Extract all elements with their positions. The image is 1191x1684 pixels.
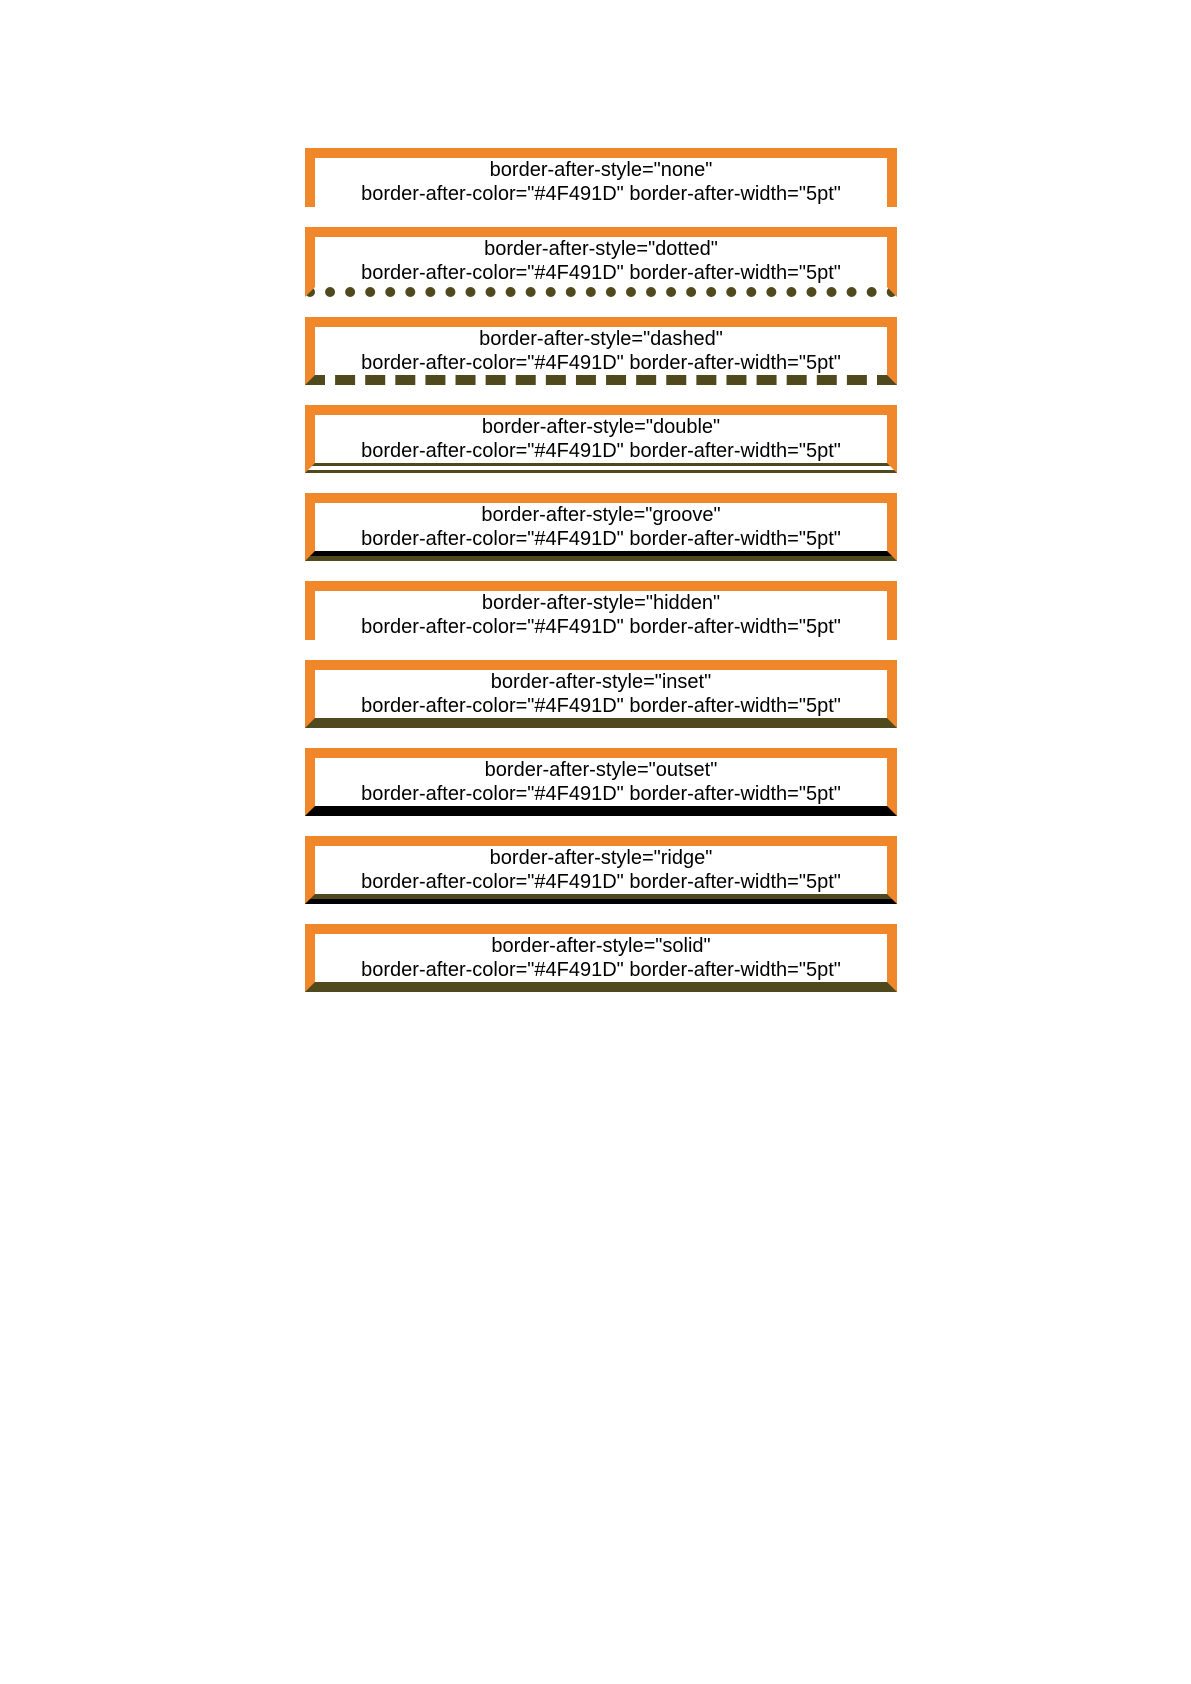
- border-style-label: border-after-style="outset": [484, 759, 718, 781]
- example-box-double: [305, 405, 897, 473]
- border-props-label: border-after-color="#4F491D" border-after-width="5pt": [361, 616, 841, 638]
- example-box-inset: [305, 660, 897, 728]
- example-box-outset: [305, 748, 897, 816]
- border-style-examples: [305, 148, 897, 1012]
- border-props-label: border-after-color="#4F491D" border-after-width="5pt": [361, 959, 841, 981]
- example-box-groove: [305, 493, 897, 561]
- border-style-label: border-after-style="dashed": [479, 328, 723, 350]
- border-style-label: border-after-style="inset": [490, 671, 712, 693]
- border-props-label: border-after-color="#4F491D" border-after-width="5pt": [361, 352, 841, 374]
- border-style-label: border-after-style="groove": [481, 504, 721, 526]
- border-props-label: border-after-color="#4F491D" border-after-width="5pt": [361, 695, 841, 717]
- border-style-label: border-after-style="hidden": [481, 592, 721, 614]
- border-style-label: border-after-style="none": [489, 159, 713, 181]
- example-box-solid: [305, 924, 897, 992]
- example-box-none: [305, 148, 897, 207]
- example-box-dashed: [305, 317, 897, 385]
- border-style-label: border-after-style="ridge": [489, 847, 713, 869]
- border-props-label: border-after-color="#4F491D" border-after-width="5pt": [361, 183, 841, 205]
- example-box-dotted: [305, 227, 897, 297]
- example-box-ridge: [305, 836, 897, 904]
- border-props-label: border-after-color="#4F491D" border-after-width="5pt": [361, 262, 841, 284]
- border-style-label: border-after-style="solid": [491, 935, 711, 957]
- border-props-label: border-after-color="#4F491D" border-after-width="5pt": [361, 871, 841, 893]
- border-props-label: border-after-color="#4F491D" border-after-width="5pt": [361, 440, 841, 462]
- border-style-label: border-after-style="double": [481, 416, 721, 438]
- example-box-hidden: [305, 581, 897, 640]
- border-props-label: border-after-color="#4F491D" border-after-width="5pt": [361, 783, 841, 805]
- border-props-label: border-after-color="#4F491D" border-after-width="5pt": [361, 528, 841, 550]
- border-style-label: border-after-style="dotted": [484, 238, 718, 260]
